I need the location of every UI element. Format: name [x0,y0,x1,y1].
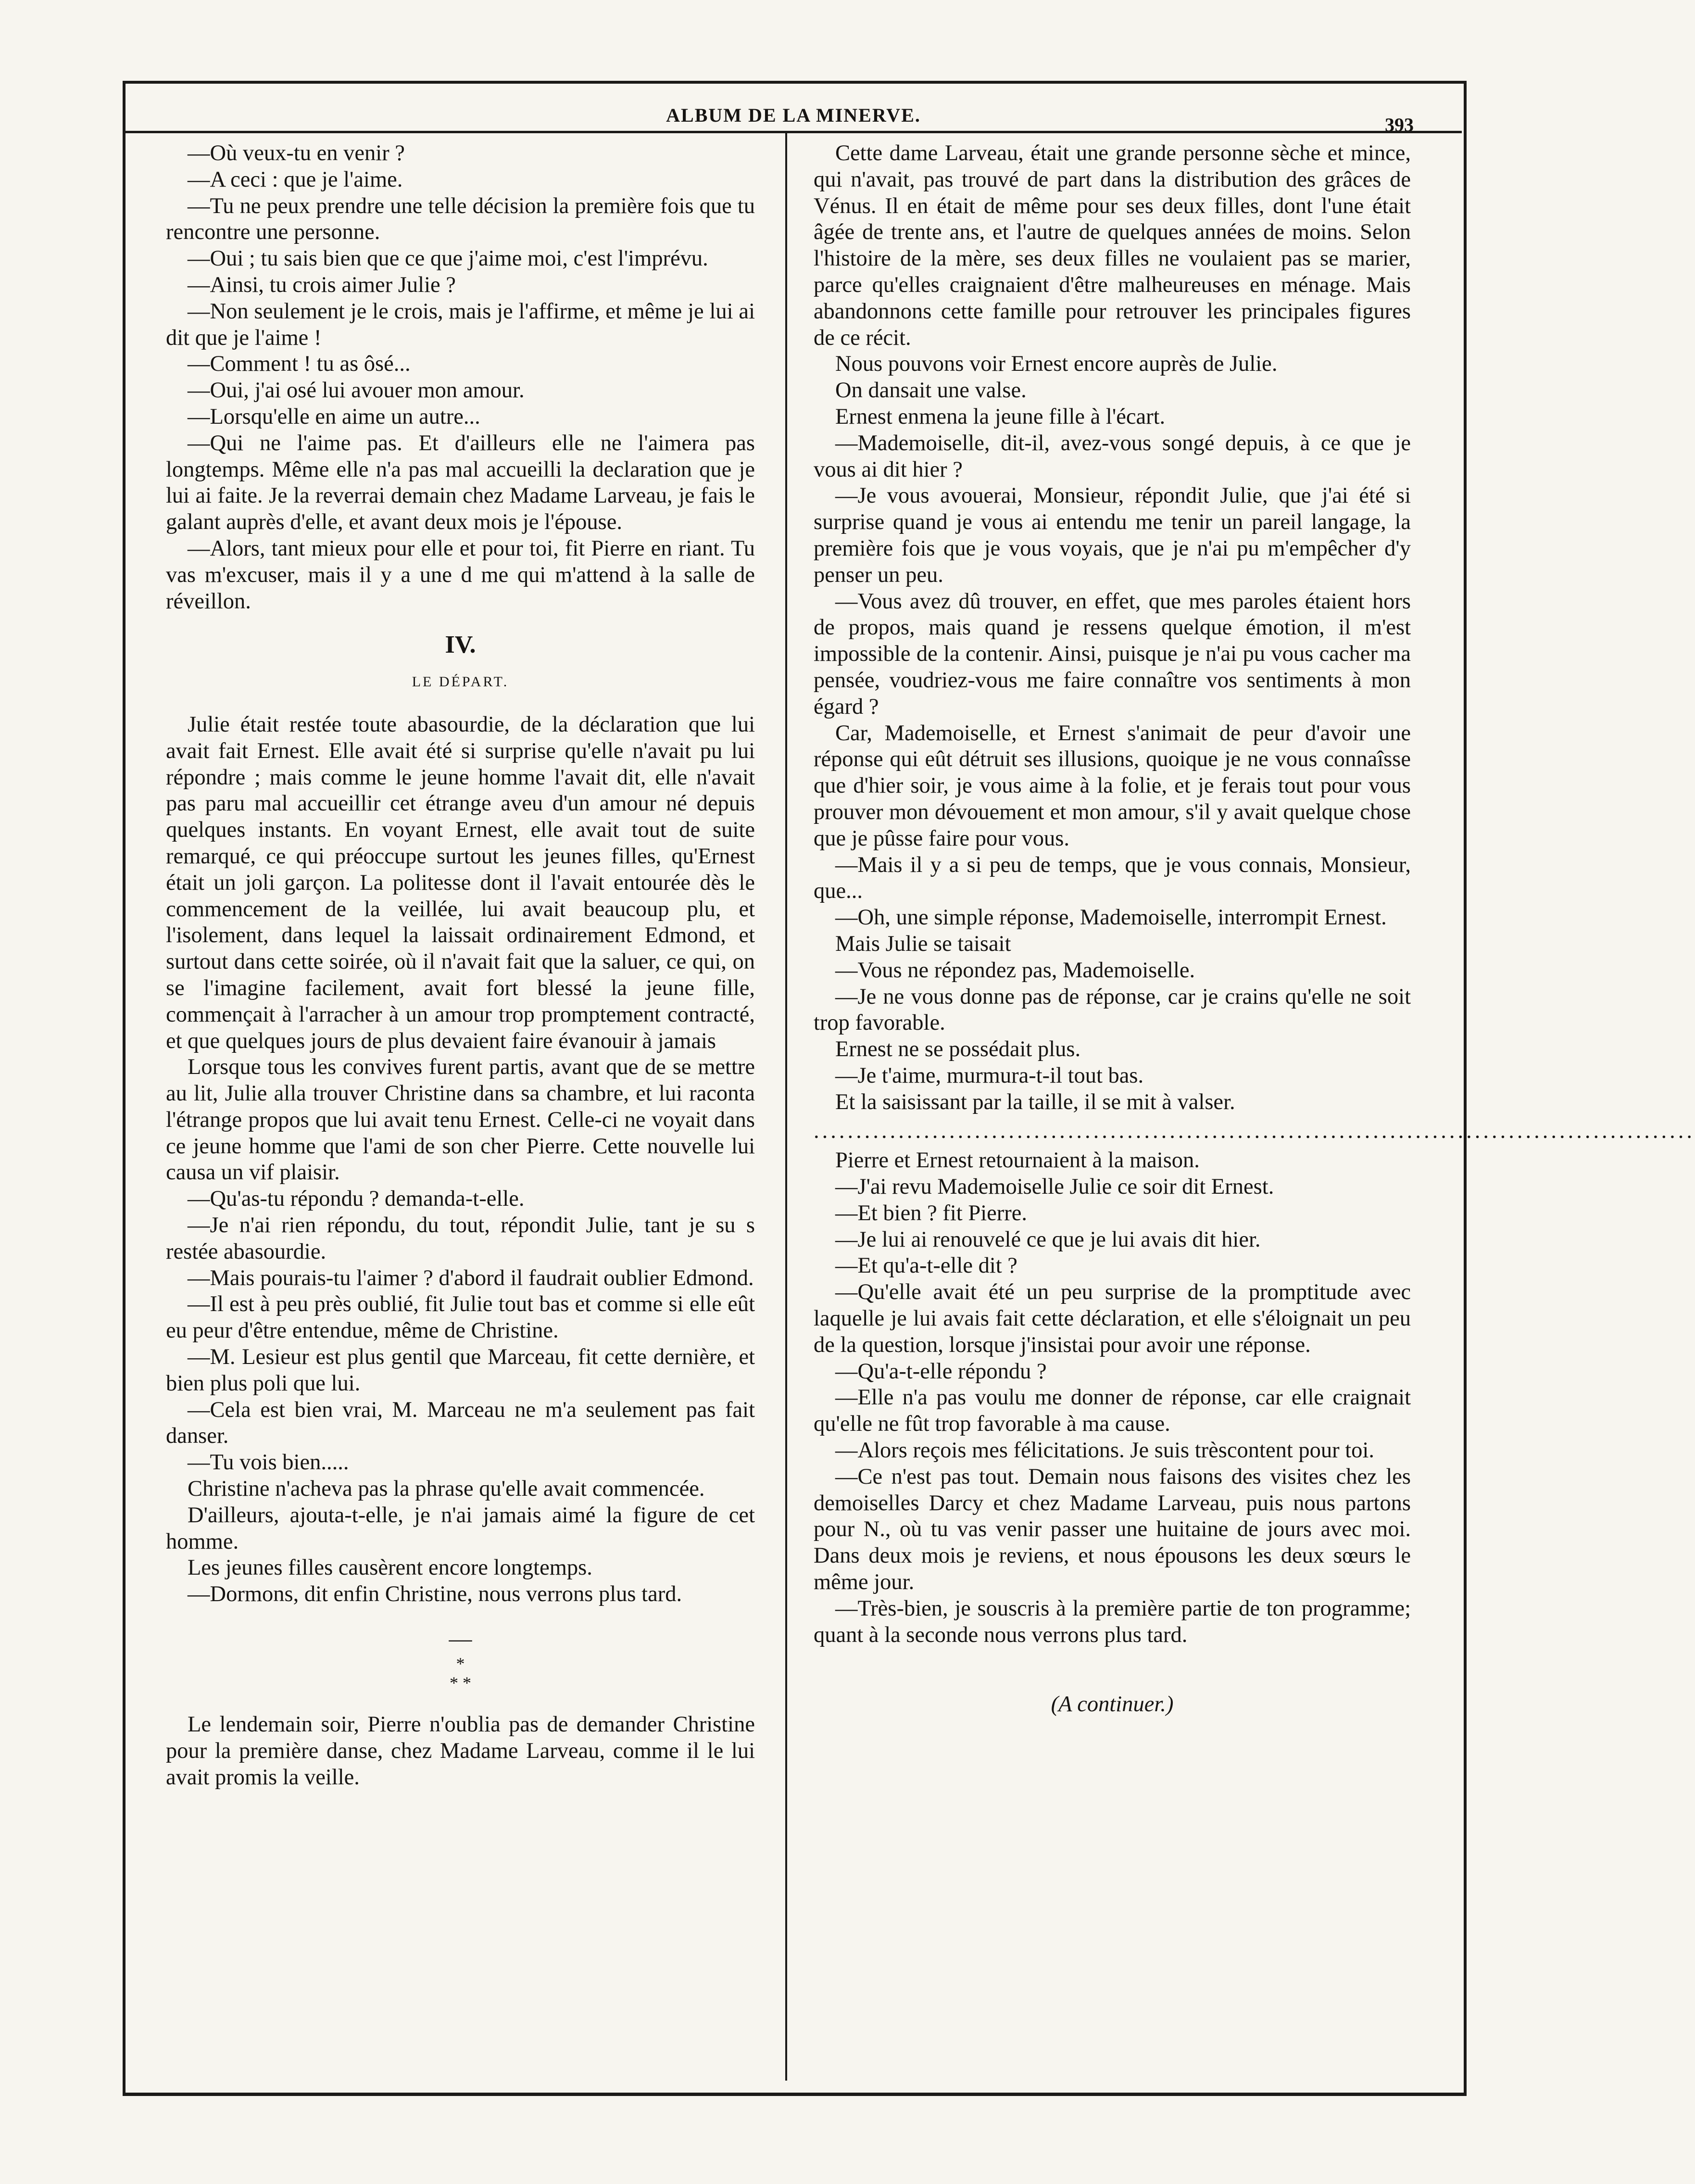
asterism-dash: — [449,1626,472,1652]
paragraph: —Ce n'est pas tout. Demain nous faisons des visites chez les demoiselles Darcy et chez Madame Larveau, puis nous partons pour N., où tu vas venir passer une huitaine de jours avec moi. Dans deux mois je reviens, et nous épousons les deux sœurs le même jour. [814,1464,1411,1595]
paragraph: —Tu ne peux prendre une telle décision la première fois que tu rencontre une personne. [166,193,755,245]
paragraph: —Qu'elle avait été un peu surprise de la promptitude avec laquelle je lui avais fait cette déclaration, et elle s'éloignait un peu de la question, lorsque j'insistai pour avoir une réponse. [814,1280,1411,1357]
paragraph: Mais Julie se taisait [835,931,1011,956]
dotted-separator: ........................................................................................................ [814,1119,1695,1144]
paragraph: —Et qu'a-t-elle dit ? [835,1253,1017,1278]
paragraph: —Je t'aime, murmura-t-il tout bas. [835,1063,1144,1088]
paragraph: —Et bien ? fit Pierre. [835,1200,1027,1225]
paragraph: —Mais il y a si peu de temps, que je vous connais, Monsieur, que... [814,852,1411,904]
paragraph: —Comment ! tu as ôsé... [188,352,411,377]
paragraph: —Je lui ai renouvelé ce que je lui avais dit hier. [835,1227,1261,1252]
paragraph: —J'ai revu Mademoiselle Julie ce soir dit Ernest. [835,1174,1274,1199]
paragraph: Nous pouvons voir Ernest encore auprès de Julie. [835,352,1278,377]
paragraph: —Je ne vous donne pas de réponse, car je crains qu'elle ne soit trop favorable. [814,984,1411,1035]
running-header [125,102,1462,136]
paragraph: —Je vous avouerai, Monsieur, répondit Julie, que j'ai été si surprise quand je vous ai entendu me tenir un pareil langage, la première fois que je vous voyais, que je n'ai pu m'empêcher d'y penser un peu. [814,483,1411,587]
paragraph: Car, Mademoiselle, et Ernest s'animait de peur d'avoir une réponse qui eût détruit ses illusions, quoique je ne vous connaîsse que d'hier soir, je vous aime à la folie, et je ferais tout pour vous prouver mon dévouement et mon amour, s'il y avait quelque chose que je pûsse faire pour vous. [814,720,1411,851]
paragraph: Cette dame Larveau, était une grande personne sèche et mince, qui n'avait, pas trouvé de part dans la distribution des grâces de Vénus. Il en était de même pour ses deux filles, dont l'une était âgée de trente ans, et l'autre de quelques années de moins. Selon l'histoire de la mère, ses deux filles ne voulaient pas se marier, parce qu'elles craignaient d'être malheureuses en ménage. Mais abandonnons cette famille pour retrouver les principales figures de ce récit. [814,141,1411,350]
section-number: IV. [445,631,476,659]
paragraph: —Il est à peu près oublié, fit Julie tout bas et comme si elle eût eu peur d'être entendue, même de Christine. [166,1292,755,1343]
paragraph: —Dormons, dit enfin Christine, nous verrons plus tard. [188,1582,682,1607]
paragraph: Julie était restée toute abasourdie, de la déclaration que lui avait fait Ernest. Elle avait été si surprise qu'elle n'avait pu lui répondre ; mais comme le jeune homme l'avait dit, elle n'avait pas paru mal accueillir cet étrange aveu d'un amour né depuis quelques instants. En voyant Ernest, elle avait tout de suite remarqué, ce qui préoccupe surtout les jeunes filles, qu'Ernest était un joli garçon. La politesse dont il l'avait entourée dès le commencement de la veillée, lui avait beaucoup plu, et l'isolement, dans lequel la laissait ordinairement Edmond, et surtout dans cette soirée, où il n'avait fait que la saluer, ce qui, on se l'imagine facilement, avait fort blessé la jeune fille, commençait à l'arracher à un amour trop promptement contracté, et que quelques jours de plus devaient faire évanouir à jamais [166,712,755,1053]
left-column [166,140,755,1791]
paragraph: —Vous avez dû trouver, en effet, que mes paroles étaient hors de propos, mais quand je ressens quelque émotion, il m'est impossible de la contenir. Ainsi, puisque je n'ai pu vous cacher ma pensée, voudriez-vous me faire connaître vos sentiments à mon égard ? [814,589,1411,719]
asterism-star: * [450,1673,458,1693]
paragraph: —Lorsqu'elle en aime un autre... [188,404,480,429]
paragraph: —Mais pourais-tu l'aimer ? d'abord il faudrait oublier Edmond. [188,1265,754,1290]
continuation-text: A continuer. [1058,1692,1166,1717]
paragraph: —Vous ne répondez pas, Mademoiselle. [835,958,1195,983]
paragraph: —Tu vois bien..... [188,1450,349,1475]
column-divider [785,133,787,2081]
paragraph: Pierre et Ernest retournaient à la maison. [835,1148,1200,1173]
paragraph: —Elle n'a pas voulu me donner de réponse, car elle craignait qu'elle ne fût trop favorable à ma cause. [814,1385,1411,1437]
paragraph: —Alors reçois mes félicitations. Je suis trèscontent pour toi. [835,1438,1374,1463]
dialogue-block [166,140,755,615]
paragraph: Et la saisissant par la taille, il se mit à valser. [835,1089,1235,1114]
paragraph: —Très-bien, je souscris à la première partie de ton programme; quant à la seconde nous verrons plus tard. [814,1596,1411,1647]
paragraph: Ernest enmena la jeune fille à l'écart. [835,404,1166,429]
asterism [166,1626,755,1693]
paragraph: —A ceci : que je l'aime. [188,167,403,192]
paragraph: —Je n'ai rien répondu, du tout, répondit Julie, tant je su s restée abasourdie. [166,1213,755,1264]
page-number: 393 [1385,114,1414,136]
header-rule [125,131,1462,133]
dialogue-block [814,1148,1411,1648]
asterism-star: * [456,1654,465,1674]
paragraph: Ernest ne se possédait plus. [835,1037,1081,1062]
right-column [814,140,1695,1718]
paragraph: Les jeunes filles causèrent encore longtemps. [188,1555,592,1580]
journal-title: ALBUM DE LA MINERVE. [666,104,921,126]
paragraph: —Qu'as-tu répondu ? demanda-t-elle. [188,1187,525,1212]
paragraph: D'ailleurs, ajouta-t-elle, je n'ai jamais aimé la figure de cet homme. [166,1502,755,1554]
paragraph: —Oui ; tu sais bien que ce que j'aime moi, c'est l'imprévu. [188,246,708,271]
paragraph: Lorsque tous les convives furent partis, avant que de se mettre au lit, Julie alla trouver Christine dans sa chambre, et lui raconta l'étrange propos que lui avait tenu Ernest. Celle-ci ne voyait dans ce jeune homme que l'ami de son cher Pierre. Cette nouvelle lui causa un vif plaisir. [166,1055,755,1185]
section-title: LE DÉPART. [412,674,509,690]
paragraph: On dansait une valse. [835,378,1027,403]
continuation-note: (A continuer.) [1051,1692,1174,1717]
asterism-star: * [463,1673,471,1693]
paragraph: Christine n'acheva pas la phrase qu'elle avait commencée. [188,1477,705,1502]
paragraph: —M. Lesieur est plus gentil que Marceau, fit cette dernière, et bien plus poli que lui. [166,1345,755,1396]
paragraph: —Qu'a-t-elle répondu ? [835,1359,1047,1384]
paragraph: —Cela est bien vrai, M. Marceau ne m'a seulement pas fait danser. [166,1397,755,1449]
paragraph: —Non seulement je le crois, mais je l'affirme, et même je lui ai dit que je l'aime ! [166,299,755,350]
paragraph: —Alors, tant mieux pour elle et pour toi, fit Pierre en riant. Tu vas m'excuser, mais il y a une d me qui m'attend à la salle de réveillon. [166,536,755,614]
paragraph: —Oh, une simple réponse, Mademoiselle, interrompit Ernest. [835,905,1387,930]
closing-paragraph: Le lendemain soir, Pierre n'oublia pas de demander Christine pour la première danse, chez Madame Larveau, comme il le lui avait promis la veille. [166,1712,755,1790]
paragraph: —Qui ne l'aime pas. Et d'ailleurs elle ne l'aimera pas longtemps. Même elle n'a pas mal accueilli la declaration que je lui ai faite. Je la reverrai demain chez Madame Larveau, je fais le galant auprès d'elle, et avant deux mois je l'épouse. [166,430,755,535]
paragraph: —Oui, j'ai osé lui avouer mon amour. [188,378,525,403]
paragraph: —Ainsi, tu crois aimer Julie ? [188,272,456,297]
paragraph: —Mademoiselle, dit-il, avez-vous songé depuis, à ce que je vous ai dit hier ? [814,430,1411,482]
dialogue-block [814,140,1411,1115]
paragraph: —Où veux-tu en venir ? [188,141,405,165]
chapter-body [166,712,755,1608]
